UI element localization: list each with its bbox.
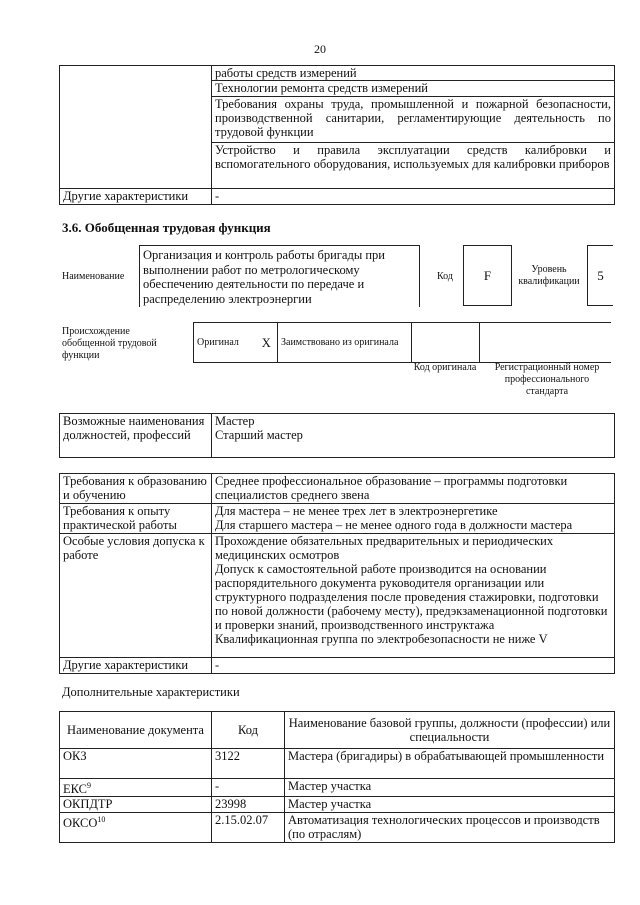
empty-label-cell bbox=[60, 66, 212, 189]
header-document: Наименование документа bbox=[60, 712, 212, 749]
original-label: Оригинал bbox=[194, 323, 256, 363]
experience-item: Для старшего мастера – не менее одного года в должности мастера bbox=[215, 518, 573, 532]
other-characteristics-label: Другие характеристики bbox=[60, 189, 212, 205]
other-characteristics-label: Другие характеристики bbox=[60, 658, 212, 674]
reg-caption: Регистрационный номер профессионального стандарта bbox=[494, 362, 600, 397]
function-name: Организация и контроль работы бригады при выполнении работ по метрологическому обеспечению деятельности по передаче и распределению электроэнергии bbox=[139, 245, 420, 307]
additional-title: Дополнительные характеристики bbox=[62, 685, 240, 699]
header-name: Наименование базовой группы, должности (профессии) или специальности bbox=[285, 712, 615, 749]
knowledge-item: работы средств измерений bbox=[212, 66, 615, 81]
special-condition-item: Квалификационная группа по электробезопасности не ниже V bbox=[215, 632, 548, 646]
code-value: F bbox=[463, 245, 512, 306]
row-doc: ОКЗ bbox=[60, 749, 212, 779]
name-label: Наименование bbox=[62, 271, 125, 282]
section-title: 3.6. Обобщенная трудовая функция bbox=[62, 220, 271, 235]
footnote-mark: 10 bbox=[97, 815, 106, 825]
special-condition-item: Допуск к самостоятельной работе производится на основании распорядительного документа руководителя организации или структурного подразделения после проведения стажировки, подготовки по новой должности (рабочему месту), предэкзаменационной подготовки и проверки знаний, производственного инструктажа bbox=[215, 562, 608, 632]
experience-label: Требования к опыту практической работы bbox=[60, 504, 212, 534]
origin-table bbox=[193, 322, 611, 363]
origin-label: Происхождение обобщенной трудовой функции bbox=[62, 326, 157, 361]
row-code: 3122 bbox=[212, 749, 285, 779]
education-label: Требования к образованию и обучению bbox=[60, 474, 212, 504]
footnote-mark: 9 bbox=[87, 781, 91, 790]
education-value: Среднее профессиональное образование – программы подготовки специалистов среднего звена bbox=[212, 474, 615, 504]
positions-label: Возможные наименования должностей, профессий bbox=[60, 414, 212, 458]
original-mark: X bbox=[256, 323, 278, 363]
knowledge-item: Технологии ремонта средств измерений bbox=[212, 81, 615, 97]
special-conditions-label: Особые условия допуска к работе bbox=[60, 534, 212, 658]
level-value: 5 bbox=[587, 245, 613, 306]
code-caption: Код оригинала bbox=[413, 362, 477, 373]
knowledge-item: Устройство и правила эксплуатации средств калибровки и вспомогательного оборудования, используемых для калибровки приборов bbox=[212, 143, 615, 189]
row-doc: ЕКС$^9$ bbox=[60, 779, 212, 797]
additional-table bbox=[59, 711, 615, 843]
row-code: - bbox=[212, 779, 285, 797]
special-condition-item: Прохождение обязательных предварительных и периодических медицинских осмотров bbox=[215, 534, 554, 562]
positions-table bbox=[59, 413, 615, 458]
row-code: 2.15.02.07 bbox=[212, 813, 285, 843]
row-name: Мастер участка bbox=[285, 779, 615, 797]
row-name: Мастера (бригадиры) в обрабатывающей промышленности bbox=[285, 749, 615, 779]
other-characteristics-value: - bbox=[212, 658, 615, 674]
level-label: Уровень квалификации bbox=[518, 264, 580, 287]
requirements-table bbox=[59, 473, 615, 674]
code-label: Код bbox=[437, 271, 453, 282]
header-code: Код bbox=[212, 712, 285, 749]
position-item: Мастер bbox=[215, 414, 255, 428]
knowledge-item: Требования охраны труда, промышленной и пожарной безопасности, производственной санитарии, регламентирующие деятельность по трудовой функции bbox=[212, 97, 615, 143]
original-code-cell bbox=[412, 323, 480, 363]
row-doc: ОКСО$^{10}$ bbox=[60, 813, 212, 843]
row-name: Автоматизация технологических процессов и производств (по отраслям) bbox=[285, 813, 615, 843]
row-name: Мастер участка bbox=[285, 797, 615, 813]
experience-item: Для мастера – не менее трех лет в электроэнергетике bbox=[215, 504, 498, 518]
row-code: 23998 bbox=[212, 797, 285, 813]
registration-number-cell bbox=[480, 323, 612, 363]
position-item: Старший мастер bbox=[215, 428, 303, 442]
other-characteristics-value: - bbox=[212, 189, 615, 205]
borrowed-label: Заимствовано из оригинала bbox=[278, 323, 412, 363]
knowledge-table bbox=[59, 65, 615, 205]
page-number: 20 bbox=[314, 42, 326, 56]
row-doc: ОКПДТР bbox=[60, 797, 212, 813]
